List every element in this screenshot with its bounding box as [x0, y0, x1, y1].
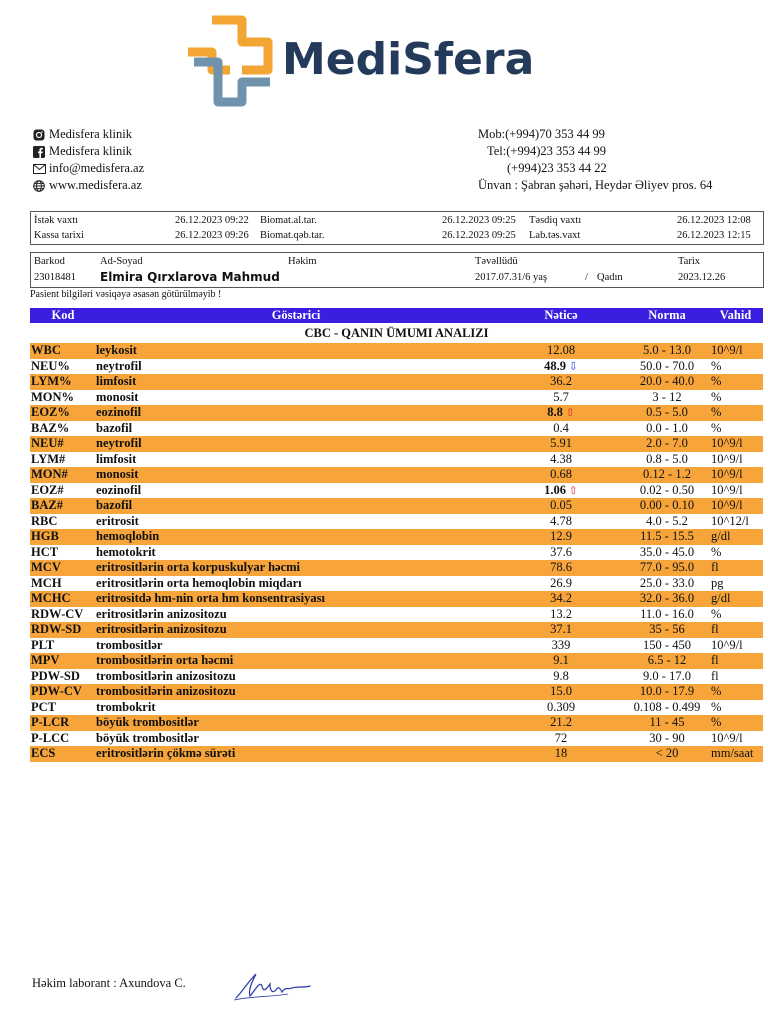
test-norm: 0.12 - 1.2: [626, 467, 708, 483]
table-row: [30, 746, 763, 762]
table-row: [30, 452, 763, 468]
facebook-text: Medisfera klinik: [49, 144, 132, 158]
table-row: [30, 545, 763, 561]
test-norm: 10.0 - 17.9: [626, 684, 708, 700]
test-name: böyük trombositlər: [96, 715, 496, 731]
table-row: [30, 514, 763, 530]
test-result: [496, 622, 626, 638]
test-name: trombositlərin anizositozu: [96, 668, 236, 683]
test-norm: 35 - 56: [626, 622, 708, 638]
test-result: [496, 700, 626, 716]
test-code: PDW-CV: [30, 684, 96, 700]
test-code: BAZ%: [31, 420, 70, 435]
test-name: limfosit: [96, 374, 496, 390]
cross-logo-icon: [180, 12, 280, 112]
barcode-value: 23018481: [34, 272, 76, 283]
contact-email[interactable]: [32, 160, 144, 177]
table-row: [30, 731, 763, 747]
test-name: limfosit: [96, 451, 137, 466]
test-name: monosit: [96, 467, 496, 483]
result-value: 15.0: [550, 684, 572, 699]
test-result: [496, 421, 626, 437]
test-code: PLT: [31, 637, 55, 652]
contact-left: [32, 126, 144, 194]
section-title-row: [30, 323, 763, 343]
test-name: hemotokrit: [96, 544, 156, 559]
test-norm: 5.0 - 13.0: [626, 343, 708, 359]
times-box: [30, 211, 764, 245]
test-result: [496, 731, 626, 747]
result-value: 339: [551, 637, 571, 652]
arrow-up-icon: ⇧: [562, 407, 575, 420]
table-row: [30, 700, 763, 716]
tel-phone-2: (+994)23 353 44 22: [507, 161, 607, 175]
separator: /: [585, 272, 588, 283]
result-value: 4.78: [550, 513, 572, 528]
result-value: 34.2: [550, 591, 572, 606]
result-value: 4.38: [550, 451, 572, 466]
test-name: trombokrit: [96, 699, 156, 714]
arrow-up-icon: ⇧: [565, 484, 578, 497]
test-result: [496, 498, 626, 514]
test-name: bazofil: [96, 498, 496, 514]
test-unit: 10^9/l: [708, 498, 763, 514]
test-code: RDW-CV: [31, 606, 84, 621]
approval-time-value: 26.12.2023 12:08: [677, 215, 751, 226]
test-name: eritrositlərin orta hemoqlobin miqdarı: [96, 575, 302, 590]
test-unit: mm/saat: [708, 746, 763, 762]
test-unit: %: [708, 405, 763, 421]
result-value: 5.7: [553, 389, 569, 404]
table-row: [30, 467, 763, 483]
test-norm: 50.0 - 70.0: [639, 358, 695, 373]
col-norm: Norma: [626, 308, 708, 323]
test-unit: %: [708, 715, 763, 731]
test-code: BAZ#: [30, 498, 96, 514]
test-name: monosit: [96, 389, 139, 404]
table-row: [30, 607, 763, 623]
table-row: [30, 669, 763, 685]
result-value: 21.2: [550, 715, 572, 730]
test-code: PCT: [31, 699, 56, 714]
test-name: bazofil: [96, 420, 133, 435]
test-unit: fl: [711, 668, 719, 683]
mobile-phone: Mob:(+994)70 353 44 99: [478, 127, 605, 141]
table-row: [30, 653, 763, 669]
result-value: 9.1: [553, 653, 569, 668]
test-unit: 10^9/l: [708, 436, 763, 452]
contact-instagram[interactable]: [32, 126, 144, 143]
test-norm: 4.0 - 5.2: [646, 513, 688, 528]
test-name: hemoqlobin: [96, 529, 496, 545]
results-table: [30, 308, 763, 762]
address: Ünvan : Şabran şəhəri, Heydər Əliyev pros. 64: [478, 178, 713, 192]
test-norm: 20.0 - 40.0: [626, 374, 708, 390]
test-result: [496, 436, 626, 452]
gender-value: Qadın: [597, 272, 623, 283]
request-time-value: 26.12.2023 09:22: [175, 215, 249, 226]
test-code: LYM#: [31, 451, 66, 466]
table-row: [30, 359, 763, 375]
result-value: 12.08: [546, 343, 576, 358]
test-code: MCV: [30, 560, 96, 576]
table-row: [30, 576, 763, 592]
test-unit: 10^9/l: [711, 730, 743, 745]
test-unit: %: [708, 374, 763, 390]
result-value: 72: [554, 730, 568, 745]
test-result: [496, 467, 626, 483]
test-norm: 77.0 - 95.0: [626, 560, 708, 576]
test-code: WBC: [30, 343, 96, 359]
test-norm: 9.0 - 17.0: [643, 668, 691, 683]
test-unit: %: [711, 420, 722, 435]
table-row: [30, 591, 763, 607]
test-name: trombositlər: [96, 637, 163, 652]
test-norm: 6.5 - 12: [626, 653, 708, 669]
result-value: 78.6: [550, 560, 572, 575]
brand-name: MediSfera: [282, 34, 535, 85]
test-code: NEU#: [30, 436, 96, 452]
result-value: 0.4: [553, 420, 569, 435]
test-code: MON%: [31, 389, 75, 404]
table-row: [30, 421, 763, 437]
facebook-icon: [32, 145, 46, 159]
test-result: [496, 405, 626, 421]
patient-name: Elmira Qırxlarova Mahmud: [100, 270, 280, 284]
table-header: [30, 308, 763, 323]
test-unit: g/dl: [708, 591, 763, 607]
barcode-label: Barkod: [34, 256, 65, 267]
test-norm: 11.5 - 15.5: [626, 529, 708, 545]
test-code: EOZ%: [30, 405, 96, 421]
test-code: HCT: [31, 544, 59, 559]
table-row: [30, 483, 763, 499]
contact-right: [460, 126, 725, 194]
signature-image: [232, 966, 312, 1002]
request-time-label: İstək vaxtı: [34, 215, 79, 226]
test-unit: 10^9/l: [708, 343, 763, 359]
test-code: P-LCR: [30, 715, 96, 731]
col-indicator: Göstərici: [96, 308, 496, 323]
contact-facebook[interactable]: [32, 143, 144, 160]
test-name: neytrofil: [96, 436, 496, 452]
table-row: [30, 374, 763, 390]
test-norm: 30 - 90: [649, 730, 685, 745]
col-result: Nəticə: [496, 308, 626, 323]
cash-date-label: Kassa tarixi: [34, 230, 84, 241]
col-code: Kod: [30, 308, 96, 323]
medisfera-logo: [180, 12, 535, 112]
biomat-taken-value: 26.12.2023 09:25: [442, 215, 516, 226]
test-name: neytrofil: [96, 358, 142, 373]
test-result: [496, 483, 626, 499]
approval-time-label: Təsdiq vaxtı: [529, 215, 582, 226]
test-norm: 0.8 - 5.0: [646, 451, 688, 466]
table-row: [30, 343, 763, 359]
test-norm: 11.0 - 16.0: [640, 606, 694, 621]
date-value: 2023.12.26: [678, 272, 726, 283]
patient-note: Pasient bilgiləri vəsiqəyə əsasən götürülməyib !: [30, 289, 222, 300]
table-row: [30, 715, 763, 731]
test-result: [496, 591, 626, 607]
website-text: www.medisfera.az: [49, 178, 142, 192]
result-value: 37.1: [550, 622, 572, 637]
test-result: [496, 545, 626, 561]
lab-confirm-value: 26.12.2023 12:15: [677, 230, 751, 241]
test-result: [496, 529, 626, 545]
name-label: Ad-Soyad: [100, 256, 143, 267]
cash-date-value: 26.12.2023 09:26: [175, 230, 249, 241]
test-result: [496, 359, 626, 375]
test-name: eritrositdə hm-nin orta hm konsentrasiyası: [96, 591, 496, 607]
test-unit: 10^12/l: [711, 513, 749, 528]
result-value: 37.6: [550, 544, 572, 559]
test-code: NEU%: [31, 358, 70, 373]
doctor-label: Həkim: [288, 256, 317, 267]
test-name: eritrositlərin anizositozu: [96, 606, 227, 621]
result-value: 12.9: [550, 529, 572, 544]
test-name: eritrositlərin orta korpuskulyar həcmi: [96, 560, 496, 576]
test-result: [496, 684, 626, 700]
test-result: [496, 514, 626, 530]
test-norm: 2.0 - 7.0: [626, 436, 708, 452]
instagram-icon: [32, 128, 46, 142]
mail-icon: [32, 162, 46, 176]
table-row: [30, 390, 763, 406]
table-row: [30, 638, 763, 654]
table-row: [30, 560, 763, 576]
test-name: eozinofil: [96, 482, 142, 497]
table-row: [30, 529, 763, 545]
table-row: [30, 622, 763, 638]
tel-phone-1: Tel:(+994)23 353 44 99: [487, 144, 607, 158]
instagram-text: Medisfera klinik: [49, 127, 132, 141]
test-unit: %: [711, 544, 722, 559]
result-value: 1.06: [544, 482, 566, 497]
test-unit: %: [711, 358, 722, 373]
test-norm: 25.0 - 33.0: [639, 575, 695, 590]
test-norm: 32.0 - 36.0: [626, 591, 708, 607]
test-name: eozinofil: [96, 405, 496, 421]
test-result: [496, 343, 626, 359]
test-result: [496, 669, 626, 685]
table-row: [30, 436, 763, 452]
result-value: 9.8: [553, 668, 569, 683]
test-unit: %: [711, 606, 722, 621]
test-unit: fl: [708, 622, 763, 638]
test-result: [496, 390, 626, 406]
test-norm: 150 - 450: [643, 637, 691, 652]
test-unit: %: [708, 684, 763, 700]
result-value: 5.91: [550, 436, 572, 451]
test-norm: 11 - 45: [626, 715, 708, 731]
test-unit: 10^9/l: [708, 467, 763, 483]
result-value: 8.8: [547, 405, 563, 420]
test-norm: < 20: [626, 746, 708, 762]
globe-icon: [32, 179, 46, 193]
result-value: 0.309: [546, 699, 576, 714]
result-value: 18: [554, 746, 568, 761]
test-result: [496, 715, 626, 731]
test-code: MON#: [30, 467, 96, 483]
test-result: [496, 607, 626, 623]
result-value: 0.05: [550, 498, 572, 513]
lab-technician: Həkim laborant : Axundova C.: [32, 976, 186, 990]
date-label: Tarix: [678, 256, 701, 267]
test-result: [496, 638, 626, 654]
test-name: leykosit: [96, 343, 496, 359]
test-unit: %: [711, 389, 722, 404]
test-unit: 10^9/l: [711, 637, 743, 652]
test-result: [496, 560, 626, 576]
contact-website[interactable]: [32, 177, 144, 194]
test-code: PDW-SD: [31, 668, 80, 683]
arrow-down-icon: ⇩: [565, 360, 578, 373]
result-value: 36.2: [550, 374, 572, 389]
test-unit: %: [711, 699, 722, 714]
test-unit: g/dl: [708, 529, 763, 545]
test-name: trombositlərin orta həcmi: [96, 653, 496, 669]
test-norm: 35.0 - 45.0: [639, 544, 695, 559]
biomat-received-value: 26.12.2023 09:25: [442, 230, 516, 241]
test-result: [496, 653, 626, 669]
lab-confirm-label: Lab.təs.vaxt: [529, 230, 581, 241]
test-code: EOZ#: [31, 482, 64, 497]
test-unit: pg: [711, 575, 724, 590]
dob-label: Təvəllüdü: [475, 256, 518, 267]
test-result: [496, 746, 626, 762]
test-code: MCHC: [30, 591, 96, 607]
test-code: P-LCC: [31, 730, 70, 745]
test-norm: 0.00 - 0.10: [626, 498, 708, 514]
biomat-received-label: Biomat.qəb.tar.: [260, 230, 325, 241]
section-title: CBC - QANIN ÜMUMI ANALIZI: [304, 325, 489, 340]
test-unit: 10^9/l: [711, 482, 743, 497]
test-name: trombositlərin anizositozu: [96, 684, 496, 700]
test-unit: fl: [708, 560, 763, 576]
result-value: 48.9: [544, 358, 566, 373]
test-norm: 0.02 - 0.50: [639, 482, 695, 497]
test-norm: 0.0 - 1.0: [646, 420, 688, 435]
test-code: ECS: [30, 746, 96, 762]
test-name: eritrositlərin anizositozu: [96, 622, 496, 638]
table-row: [30, 498, 763, 514]
test-norm: 3 - 12: [652, 389, 682, 404]
result-value: 26.9: [550, 575, 572, 590]
test-code: RBC: [31, 513, 58, 528]
test-code: RDW-SD: [30, 622, 96, 638]
table-row: [30, 405, 763, 421]
test-unit: 10^9/l: [711, 451, 743, 466]
table-row: [30, 684, 763, 700]
result-value: 13.2: [550, 606, 572, 621]
test-code: MPV: [30, 653, 96, 669]
test-name: eritrositlərin çökmə sürəti: [96, 746, 496, 762]
test-norm: 0.5 - 5.0: [626, 405, 708, 421]
result-value: 0.68: [550, 467, 572, 482]
biomat-taken-label: Biomat.al.tar.: [260, 215, 317, 226]
test-result: [496, 374, 626, 390]
test-result: [496, 576, 626, 592]
test-result: [496, 452, 626, 468]
col-unit: Vahid: [708, 308, 763, 323]
test-norm: 0.108 - 0.499: [633, 699, 701, 714]
test-name: böyük trombositlər: [96, 730, 199, 745]
test-unit: fl: [708, 653, 763, 669]
test-code: LYM%: [30, 374, 96, 390]
dob-value: 2017.07.31/6 yaş: [475, 272, 548, 283]
email-text: info@medisfera.az: [49, 161, 145, 175]
test-name: eritrosit: [96, 513, 139, 528]
test-code: HGB: [30, 529, 96, 545]
test-code: MCH: [31, 575, 62, 590]
patient-box: [30, 252, 764, 288]
